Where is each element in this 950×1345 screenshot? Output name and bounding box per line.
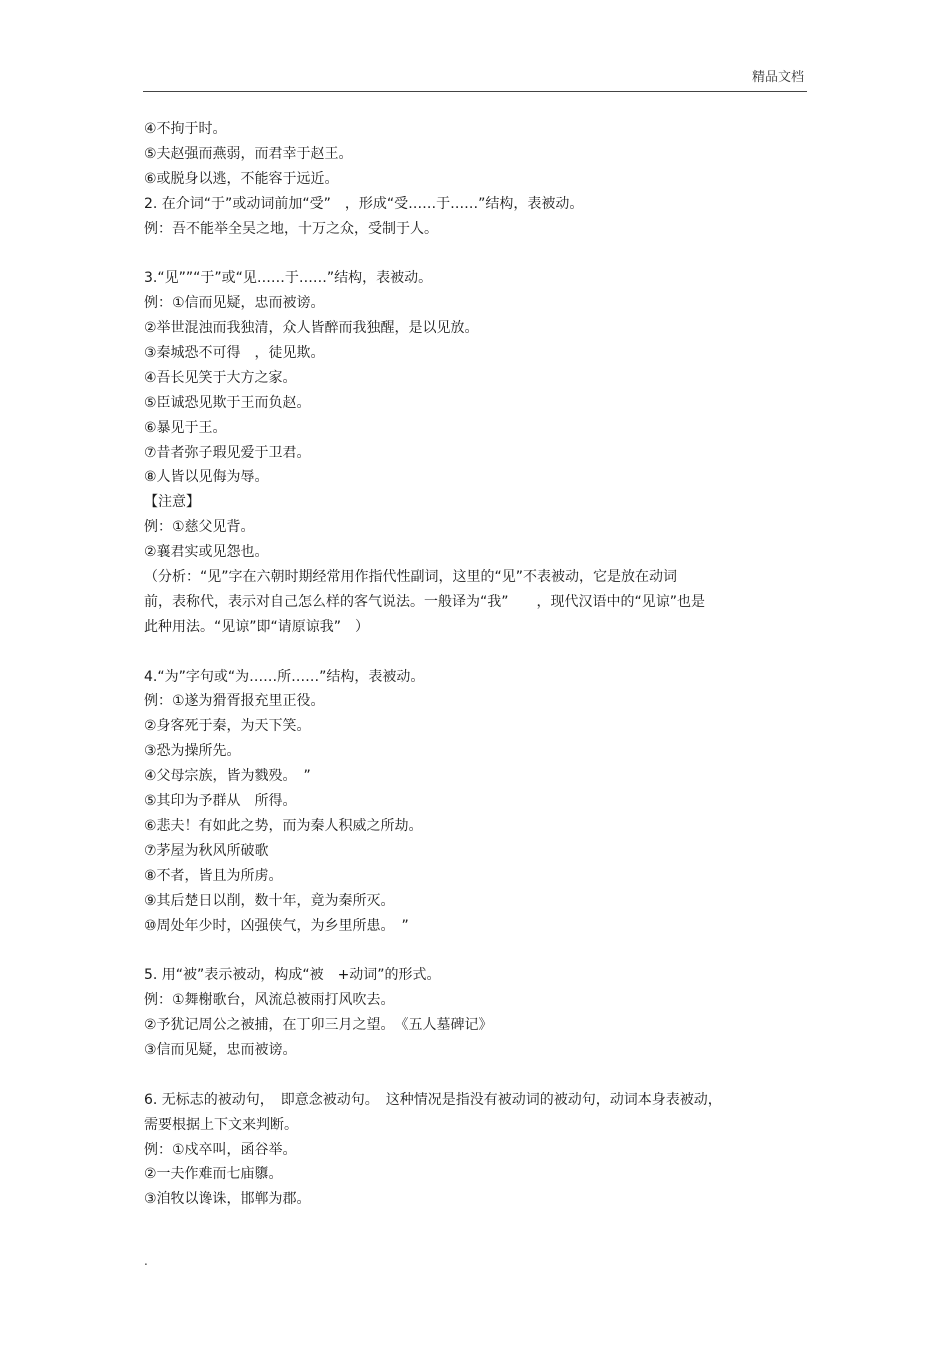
- section-heading: 3.“见””“于”或“见……于……”结构，表被动。: [144, 270, 433, 287]
- text-line: ②身客死于秦，为天下笑。: [144, 718, 311, 735]
- text-line: ④父母宗族，皆为戮殁。 ”: [144, 768, 311, 785]
- text-line: ⑥暴见于王。: [144, 419, 227, 436]
- text-line: ②予犹记周公之被捕，在丁卯三月之望。 《五人墓碑记》: [144, 1017, 493, 1034]
- text-line: ⑦茅屋为秋风所破歌: [144, 842, 269, 859]
- text-line: ③洎牧以谗诛，邯郸为郡。: [144, 1191, 311, 1208]
- text-line: ⑤夫赵强而燕弱，而君幸于赵王。: [144, 145, 353, 162]
- section-heading: 5. 用“被”表示被动，构成“被 +动词”的形式。: [144, 967, 441, 984]
- text-line: 例：①舞榭歌台，风流总被雨打风吹去。: [144, 992, 395, 1009]
- text-line: ⑤其印为予群从 所得。: [144, 793, 297, 810]
- text-line: 前，表称代，表示对自己怎么样的客气说法。一般译为“我” ，现代汉语中的“见谅”也是: [144, 593, 706, 610]
- text-line: 例：①遂为猾胥报充里正役。: [144, 693, 325, 710]
- text-line: ②襄君实或见怨也。: [144, 544, 269, 561]
- footer-mark: .: [144, 1254, 148, 1268]
- section-heading: 4.“为”字句或“为……所……”结构，表被动。: [144, 668, 425, 685]
- text-line: ④不拘于时。: [144, 121, 227, 137]
- text-line: ⑧人皆以见侮为辱。: [144, 469, 269, 486]
- text-line: ④吾长见笑于大方之家。: [144, 369, 297, 386]
- text-line: ⑦昔者弥子瑕见爱于卫君。: [144, 444, 311, 461]
- page-header-label: 精品文档: [751, 70, 804, 85]
- document-body: [144, 117, 804, 1212]
- text-line: ②举世混浊而我独清，众人皆醉而我独醒，是以见放。: [144, 320, 479, 337]
- text-line: ⑤臣诚恐见欺于王而负赵。: [144, 394, 311, 411]
- text-line: ③恐为操所先。: [144, 743, 241, 760]
- text-line: ⑥悲夫！有如此之势，而为秦人积威之所劫。: [144, 817, 423, 834]
- text-line: ③秦城恐不可得 ，徒见欺。: [144, 345, 325, 362]
- blank-line: [144, 1063, 804, 1088]
- text-line: ②一夫作难而七庙隳。: [144, 1166, 283, 1183]
- text-line: ⑩周处年少时，凶强侠气，为乡里所患。 ”: [144, 917, 409, 934]
- note-heading: 【注意】: [144, 494, 200, 511]
- text-line: 例：①慈父见背。: [144, 519, 255, 536]
- blank-line: [144, 241, 804, 266]
- text-line: （分析：“见”字在六朝时期经常用作指代性副词，这里的“见”不表被动，它是放在动词: [144, 569, 678, 586]
- text-line: 例：①信而见疑，忠而被谤。: [144, 295, 325, 312]
- text-line: 例：吾不能举全吴之地，十万之众，受制于人。: [144, 220, 438, 237]
- header-divider: [143, 91, 807, 92]
- blank-line: [144, 640, 804, 665]
- text-line: 需要根据上下文来判断。: [144, 1116, 298, 1133]
- text-line: ⑧不者，皆且为所虏。: [144, 867, 283, 884]
- section-heading: 2. 在介词“于”或动词前加“受” ，形成“受……于……”结构，表被动。: [144, 195, 584, 212]
- text-line: ③信而见疑，忠而被谤。: [144, 1041, 297, 1058]
- blank-line: [144, 938, 804, 963]
- section-heading: 6. 无标志的被动句， 即意念被动句。 这种情况是指没有被动词的被动句，动词本身表被动，: [144, 1091, 722, 1108]
- text-line: ⑥或脱身以逃，不能容于远近。: [144, 170, 339, 187]
- text-line: 此种用法。“见谅”即“请原谅我” ）: [144, 618, 370, 635]
- text-line: 例：①戍卒叫，函谷举。: [144, 1141, 297, 1158]
- text-line: ⑨其后楚日以削，数十年，竟为秦所灭。: [144, 892, 395, 909]
